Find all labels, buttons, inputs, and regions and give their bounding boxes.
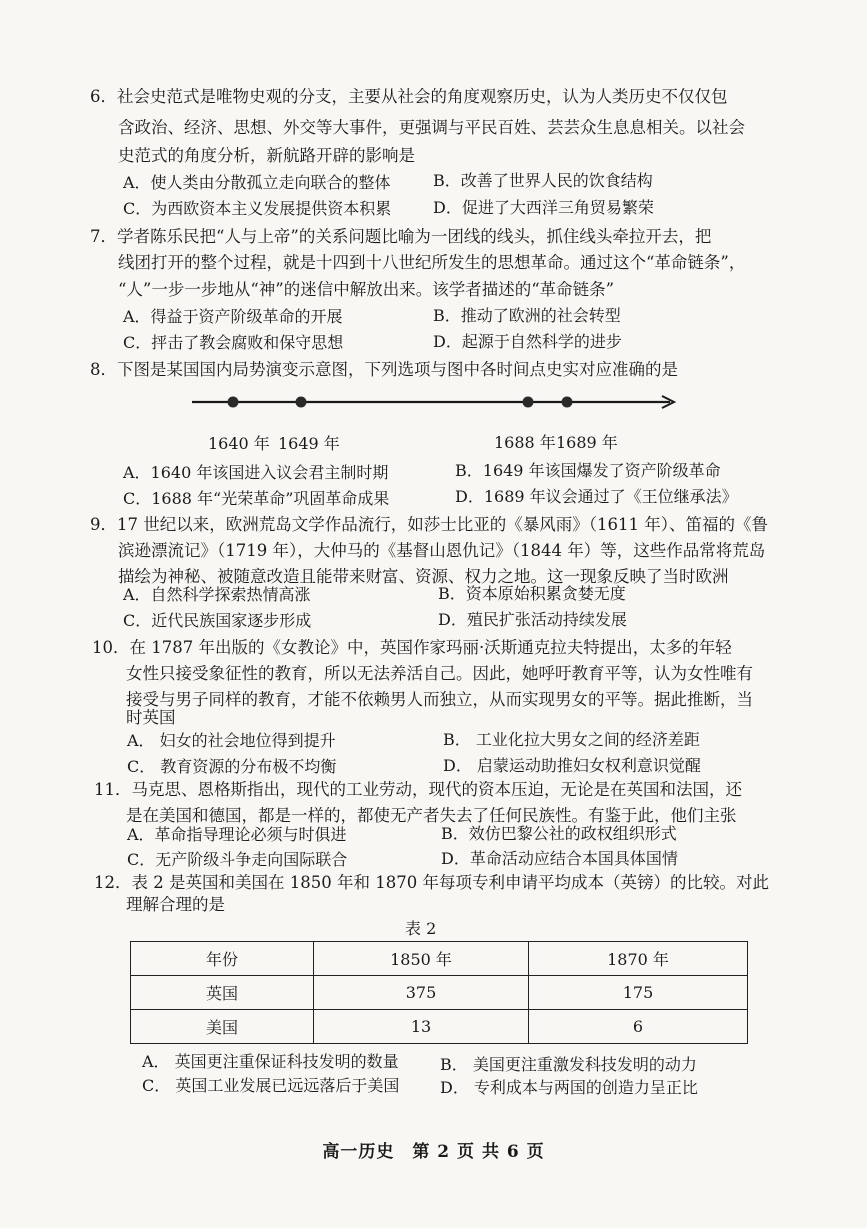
timeline-label: 1688 年 bbox=[494, 433, 556, 452]
question-text: 女性只接受象征性的教育，所以无法养活自己。因此，她呼吁教育平等，认为女性唯有 bbox=[126, 664, 753, 683]
question-text: 含政治、经济、思想、外交等大事件，更强调与平民百姓、芸芸众生息息相关。以社会 bbox=[118, 118, 745, 137]
question-text: 时英国 bbox=[126, 708, 176, 727]
table-cell: 6 bbox=[529, 1010, 748, 1044]
option-a[interactable]: A． 妇女的社会地位得到提升 bbox=[127, 731, 336, 750]
option-c[interactable]: C． 教育资源的分布极不均衡 bbox=[127, 757, 337, 776]
option-b[interactable]: B．改善了世界人民的饮食结构 bbox=[433, 171, 653, 190]
question-text: 12．表 2 是英国和美国在 1850 年和 1870 年每项专利申请平均成本（英镑）的比较。对此 bbox=[94, 873, 769, 892]
timeline-diagram bbox=[190, 390, 680, 414]
question-text: 滨逊漂流记》（1719 年），大仲马的《基督山恩仇记》（1844 年）等，这些作品常将荒岛 bbox=[118, 541, 766, 560]
table-cell: 175 bbox=[529, 976, 748, 1010]
option-c[interactable]: C． 英国工业发展已远远落后于美国 bbox=[142, 1076, 400, 1095]
option-a[interactable]: A．得益于资产阶级革命的开展 bbox=[123, 307, 343, 326]
table-cell: 英国 bbox=[131, 976, 314, 1010]
option-d[interactable]: D．革命活动应结合本国具体国情 bbox=[441, 849, 678, 868]
option-b[interactable]: B． 工业化拉大男女之间的经济差距 bbox=[443, 730, 700, 749]
timeline-point-1640 bbox=[228, 397, 239, 408]
question-text: 6．社会史范式是唯物史观的分支，主要从社会的角度观察历史，认为人类历史不仅仅包 bbox=[90, 87, 728, 106]
timeline-label: 1689 年 bbox=[556, 433, 618, 452]
option-a[interactable]: A．革命指导理论必须与时俱进 bbox=[127, 825, 347, 844]
timeline-point-1688 bbox=[523, 397, 534, 408]
table-row bbox=[131, 1010, 748, 1044]
table-cell: 美国 bbox=[131, 1010, 314, 1044]
table-cell: 375 bbox=[314, 976, 529, 1010]
timeline-label: 1640 年 bbox=[208, 434, 270, 453]
option-d[interactable]: D． 启蒙运动助推妇女权利意识觉醒 bbox=[443, 756, 701, 775]
question-text: 8．下图是某国国内局势演变示意图，下列选项与图中各时间点史实对应准确的是 bbox=[90, 360, 678, 379]
page-footer: 高一历史 第 2 页 共 6 页 bbox=[322, 1142, 545, 1162]
table-header-cell: 年份 bbox=[131, 942, 314, 976]
timeline-label: 1649 年 bbox=[278, 434, 340, 453]
question-text: 描绘为神秘、被随意改造且能带来财富、资源、权力之地。这一现象反映了当时欧洲 bbox=[118, 567, 729, 586]
option-c[interactable]: C．抨击了教会腐败和保守思想 bbox=[123, 333, 344, 352]
question-text: 是在美国和德国，都是一样的，都使无产者失去了任何民族性。有鉴于此，他们主张 bbox=[126, 806, 737, 825]
option-b[interactable]: B． 美国更注重激发科技发明的动力 bbox=[440, 1055, 697, 1074]
question-text: 接受与男子同样的教育，才能不依赖男人而独立，从而实现男女的平等。据此推断，当 bbox=[126, 690, 753, 709]
option-d[interactable]: D．起源于自然科学的进步 bbox=[433, 332, 622, 351]
question-text: 理解合理的是 bbox=[126, 895, 225, 914]
option-a[interactable]: A． 英国更注重保证科技发明的数量 bbox=[142, 1052, 399, 1071]
table-header-row bbox=[131, 942, 748, 976]
question-text: 11．马克思、恩格斯指出，现代的工业劳动，现代的资本压迫，无论是在英国和法国，还 bbox=[94, 780, 742, 799]
option-d[interactable]: D．1689 年议会通过了《王位继承法》 bbox=[455, 487, 738, 506]
question-text: “人”一步一步地从“神”的迷信中解放出来。该学者描述的“革命链条” bbox=[118, 280, 615, 299]
option-d[interactable]: D．殖民扩张活动持续发展 bbox=[438, 610, 627, 629]
option-a[interactable]: A．1640 年该国进入议会君主制时期 bbox=[123, 463, 389, 482]
option-a[interactable]: A．自然科学探索热情高涨 bbox=[123, 585, 311, 604]
option-c[interactable]: C．为西欧资本主义发展提供资本积累 bbox=[123, 199, 392, 218]
table-header-cell: 1850 年 bbox=[314, 942, 529, 976]
option-b[interactable]: B．推动了欧洲的社会转型 bbox=[433, 306, 621, 325]
option-c[interactable]: C．1688 年“光荣革命”巩固革命成果 bbox=[123, 489, 390, 508]
table-row bbox=[131, 976, 748, 1010]
option-d[interactable]: D． 专利成本与两国的创造力呈正比 bbox=[440, 1078, 698, 1097]
patent-cost-table bbox=[130, 941, 748, 1044]
table-caption: 表 2 bbox=[405, 919, 437, 938]
option-d[interactable]: D．促进了大西洋三角贸易繁荣 bbox=[433, 198, 654, 217]
question-text: 7．学者陈乐民把“人与上帝”的关系问题比喻为一团线的线头，抓住线头牵拉开去，把 bbox=[90, 227, 712, 246]
timeline-point-1649 bbox=[296, 397, 307, 408]
option-b[interactable]: B．1649 年该国爆发了资产阶级革命 bbox=[455, 461, 721, 480]
question-text: 10．在 1787 年出版的《女教论》中，英国作家玛丽·沃斯通克拉夫特提出，太多的年轻 bbox=[92, 638, 732, 657]
question-text: 9．17 世纪以来，欧洲荒岛文学作品流行，如莎士比亚的《暴风雨》（1611 年）、笛福的《鲁 bbox=[90, 515, 768, 534]
option-c[interactable]: C．近代民族国家逐步形成 bbox=[123, 611, 312, 630]
option-b[interactable]: B．资本原始积累贪婪无度 bbox=[438, 584, 626, 603]
question-text: 史范式的角度分析，新航路开辟的影响是 bbox=[118, 146, 415, 165]
option-b[interactable]: B．效仿巴黎公社的政权组织形式 bbox=[441, 824, 677, 843]
option-a[interactable]: A．使人类由分散孤立走向联合的整体 bbox=[123, 173, 391, 192]
question-text: 线团打开的整个过程，就是十四到十八世纪所发生的思想革命。通过这个“革命链条”， bbox=[118, 253, 746, 272]
timeline-point-1689 bbox=[562, 397, 573, 408]
table-header-cell: 1870 年 bbox=[529, 942, 748, 976]
table-cell: 13 bbox=[314, 1010, 529, 1044]
option-c[interactable]: C．无产阶级斗争走向国际联合 bbox=[127, 850, 348, 869]
